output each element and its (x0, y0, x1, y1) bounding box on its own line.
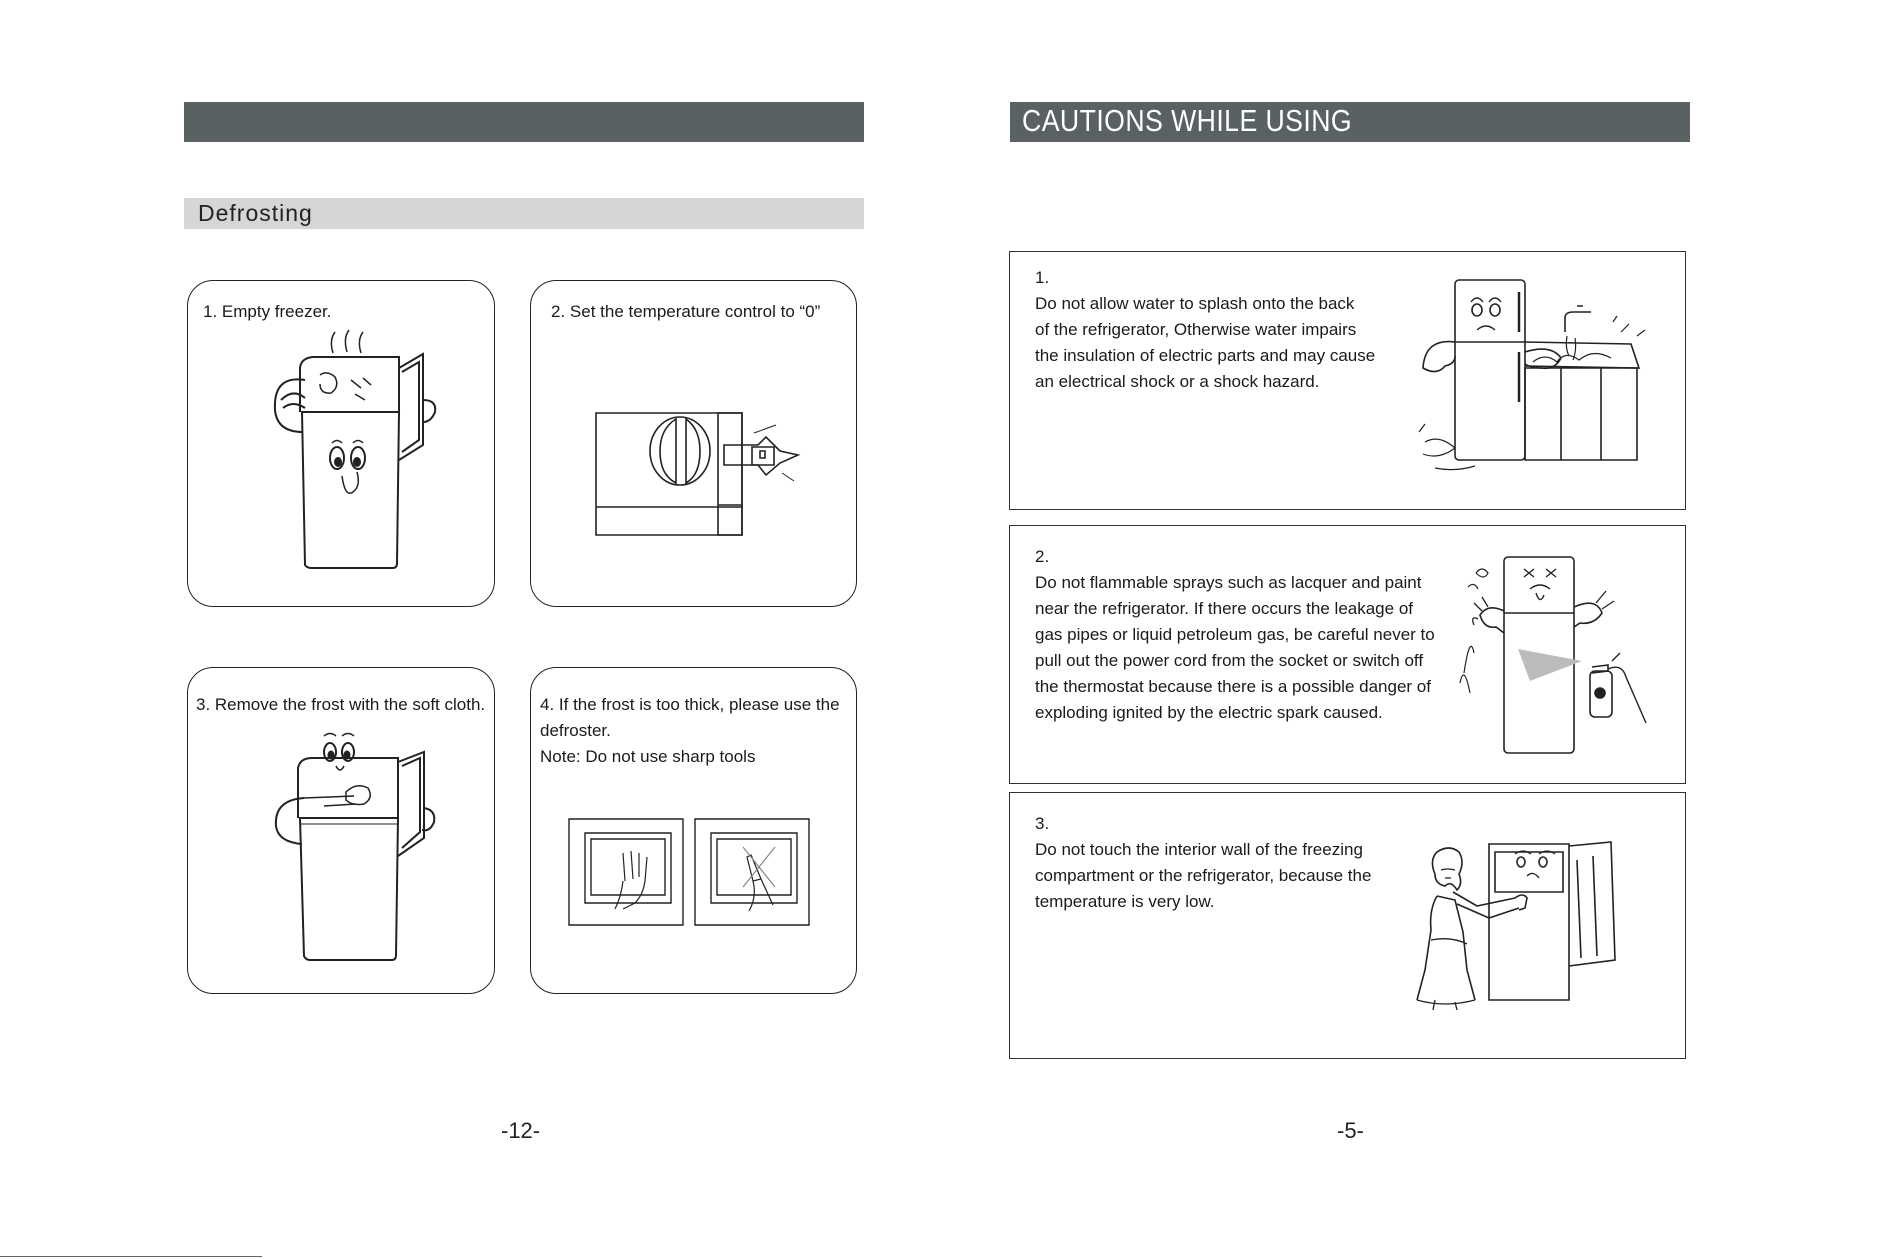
caution-3-line: temperature is very low. (1035, 892, 1215, 911)
caution-1-line: Do not allow water to splash onto the back (1035, 294, 1355, 313)
water-splash-illustration (1415, 272, 1655, 482)
right-header-bar (1010, 102, 1690, 142)
caution-1-text (1035, 265, 1375, 395)
fridge-character-illustration (265, 350, 435, 570)
left-header-bar (184, 102, 864, 142)
defroster-illustration (567, 817, 812, 925)
woman-touching-freezer-illustration (1415, 840, 1630, 1010)
page-title: CAUTIONS WHILE USING (1022, 103, 1353, 138)
step-4-line-1: 4. If the frost is too thick, please use the (540, 695, 840, 714)
caution-1-line: the insulation of electric parts and may cause (1035, 346, 1376, 365)
step-1-label: 1. Empty freezer. (203, 302, 332, 321)
caution-3-line: Do not touch the interior wall of the freezing (1035, 840, 1363, 859)
section-title: Defrosting (198, 200, 313, 226)
step-4-text (540, 692, 840, 770)
caution-1-line: an electrical shock or a shock hazard. (1035, 372, 1320, 391)
temperature-dial-illustration (594, 409, 804, 539)
step-4-line-2: defroster. (540, 721, 611, 740)
caution-2-line: the thermostat because there is a possible danger of (1035, 677, 1431, 696)
caution-2-line: exploding ignited by the electric spark caused. (1035, 703, 1383, 722)
left-page-number: -12- (501, 1118, 541, 1143)
caution-1-line: of the refrigerator, Otherwise water impairs (1035, 320, 1357, 339)
right-page-number: -5- (1337, 1118, 1364, 1143)
caution-3-line: compartment or the refrigerator, because the (1035, 866, 1372, 885)
spray-illustration (1460, 553, 1660, 758)
bottom-rule (0, 1256, 262, 1257)
caution-2-number: 2. (1035, 547, 1050, 566)
caution-2-text (1035, 544, 1435, 726)
step-3-label: 3. Remove the frost with the soft cloth. (196, 695, 486, 714)
caution-1-number: 1. (1035, 268, 1050, 287)
step-2-label: 2. Set the temperature control to “0” (551, 302, 821, 321)
caution-2-line: pull out the power cord from the socket or switch off (1035, 651, 1424, 670)
step-4-line-3: Note: Do not use sharp tools (540, 747, 756, 766)
section-header (184, 198, 864, 229)
caution-2-line: Do not flammable sprays such as lacquer and paint (1035, 573, 1422, 592)
caution-3-number: 3. (1035, 814, 1050, 833)
caution-2-line: gas pipes or liquid petroleum gas, be careful never to (1035, 625, 1435, 644)
fridge-wiping-illustration (264, 738, 434, 963)
caution-3-text (1035, 811, 1371, 915)
caution-2-line: near the refrigerator. If there occurs the leakage of (1035, 599, 1413, 618)
